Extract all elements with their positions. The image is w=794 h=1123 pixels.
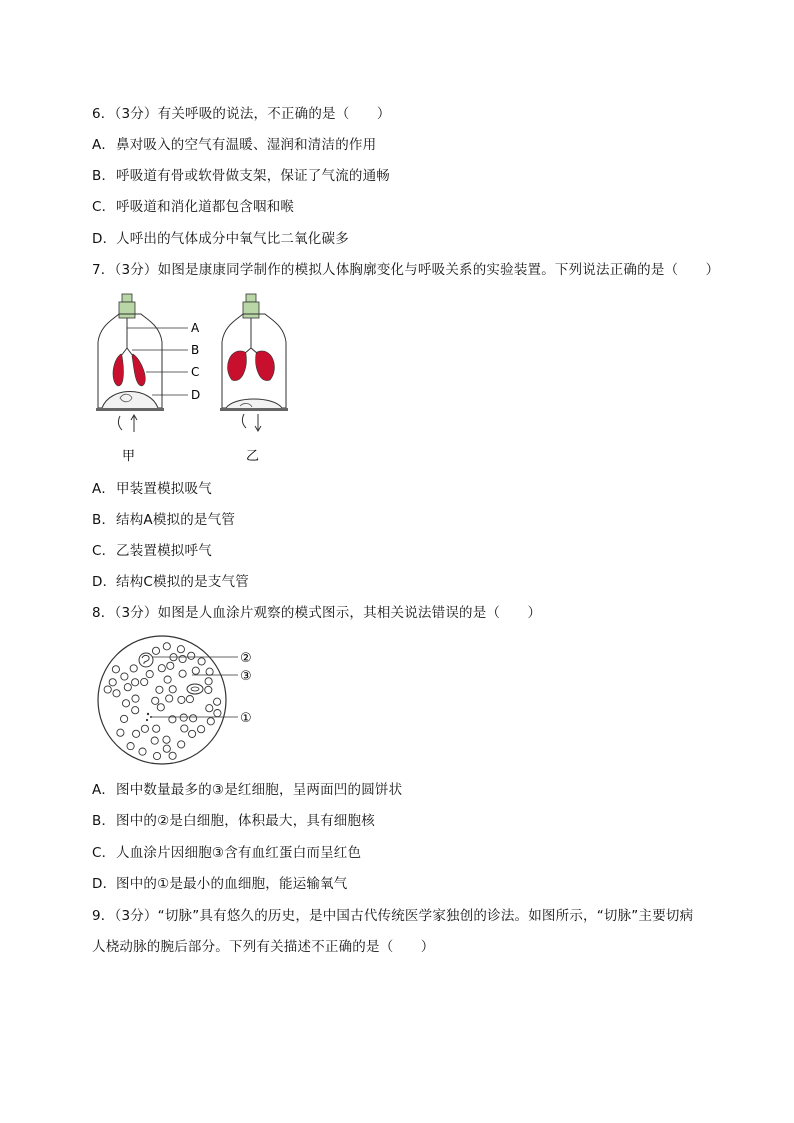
question-9-stem-line1: 9．（3分）“切脉”具有悠久的历史，是中国古代传统医学家独创的诊法。如图所示，“切脉”主要切病 xyxy=(92,908,694,924)
bell-jar-right xyxy=(220,294,288,464)
option-label: B． xyxy=(92,512,116,528)
red-blood-cell xyxy=(133,730,140,737)
red-blood-cell xyxy=(117,729,124,736)
option-text: 图中的②是白细胞，体积最大，具有细胞核 xyxy=(116,813,375,829)
red-blood-cell xyxy=(169,686,176,693)
red-blood-cell xyxy=(188,652,195,659)
question-6-stem: 6．（3分）有关呼吸的说法，不正确的是（ ） xyxy=(92,106,391,122)
red-blood-cell xyxy=(132,707,139,714)
red-blood-cell xyxy=(190,715,197,722)
option-label: D． xyxy=(92,574,117,590)
red-blood-cell xyxy=(156,686,163,693)
option-label: B． xyxy=(92,168,116,184)
red-blood-cell xyxy=(180,714,187,721)
red-blood-cell xyxy=(163,736,170,743)
option-label: A． xyxy=(92,137,116,153)
label-1: ① xyxy=(240,711,252,726)
label-3: ③ xyxy=(240,669,252,684)
red-blood-cell xyxy=(179,655,186,662)
red-blood-cell xyxy=(121,673,128,680)
q7-option-a xyxy=(92,477,212,497)
q8-option-c xyxy=(92,841,361,861)
option-label: A． xyxy=(92,481,116,497)
question-7-stem: 7．（3分）如图是康康同学制作的模拟人体胸廓变化与呼吸关系的实验装置。下列说法正确的是（ ） xyxy=(92,262,720,278)
red-blood-cell xyxy=(109,679,116,686)
red-blood-cell xyxy=(166,695,173,702)
red-blood-cell xyxy=(130,665,137,672)
red-blood-cell xyxy=(186,696,193,703)
red-blood-cell xyxy=(205,678,212,685)
option-label: C． xyxy=(92,845,116,861)
q6-option-a xyxy=(92,133,376,153)
red-blood-cell xyxy=(179,670,186,677)
red-blood-cell xyxy=(132,695,139,702)
option-text: 人呼出的气体成分中氧气比二氧化碳多 xyxy=(116,231,349,247)
option-label: C． xyxy=(92,543,116,559)
red-blood-cell xyxy=(178,696,185,703)
option-text: 鼻对吸入的空气有温暖、湿润和清洁的作用 xyxy=(116,137,377,153)
q8-option-a xyxy=(92,778,402,798)
bell-jar-model-figure xyxy=(90,290,300,470)
option-text: 结构A模拟的是气管 xyxy=(116,512,236,528)
red-blood-cell xyxy=(112,666,119,673)
caption-yi: 乙 xyxy=(246,449,260,464)
red-blood-cell xyxy=(181,725,188,732)
red-blood-cell xyxy=(205,686,212,693)
red-blood-cell xyxy=(169,752,176,759)
red-blood-cell xyxy=(206,705,213,712)
red-blood-cell xyxy=(139,748,146,755)
red-blood-cell xyxy=(158,665,165,672)
red-blood-cell xyxy=(152,697,159,704)
red-blood-cell xyxy=(163,745,170,752)
caption-jia: 甲 xyxy=(122,449,136,464)
option-label: C． xyxy=(92,199,116,215)
red-blood-cell xyxy=(121,715,128,722)
red-blood-cell xyxy=(167,662,174,669)
red-blood-cell xyxy=(192,667,199,674)
red-blood-cell xyxy=(124,684,131,691)
label-c: C xyxy=(191,365,200,379)
label-a: A xyxy=(191,321,200,335)
question-9-stem-line2: 人桡动脉的腕后部分。下列有关描述不正确的是（ ） xyxy=(92,939,435,955)
red-blood-cell xyxy=(207,718,214,725)
option-label: D． xyxy=(92,876,117,892)
red-blood-cell xyxy=(151,737,158,744)
red-blood-cell xyxy=(164,676,171,683)
question-8-stem: 8．（3分）如图是人血涂片观察的模式图示，其相关说法错误的是（ ） xyxy=(92,605,542,621)
option-label: A． xyxy=(92,782,116,798)
option-text: 图中数量最多的③是红细胞，呈两面凹的圆饼状 xyxy=(116,782,403,798)
q8-option-d xyxy=(92,872,348,892)
red-blood-cell xyxy=(178,741,185,748)
label-d: D xyxy=(191,388,201,402)
red-blood-cell xyxy=(141,678,148,685)
q7-option-b xyxy=(92,508,235,528)
option-text: 呼吸道和消化道都包含咽和喉 xyxy=(116,199,295,215)
q8-option-b xyxy=(92,809,375,829)
red-blood-cell xyxy=(163,643,170,650)
red-blood-cell xyxy=(132,679,139,686)
red-blood-cell xyxy=(189,730,196,737)
q6-option-d xyxy=(92,227,349,247)
red-blood-cell xyxy=(153,725,160,732)
label-b: B xyxy=(191,343,200,357)
red-blood-cell xyxy=(152,647,159,654)
red-blood-cell xyxy=(113,690,120,697)
blood-smear-figure xyxy=(92,630,272,770)
option-text: 呼吸道有骨或软骨做支架，保证了气流的通畅 xyxy=(116,168,390,184)
option-text: 结构C模拟的是支气管 xyxy=(116,574,249,590)
q6-option-c xyxy=(92,195,294,215)
red-blood-cell xyxy=(141,725,148,732)
red-blood-cell xyxy=(214,698,221,705)
red-blood-cell xyxy=(157,704,164,711)
white-blood-cell xyxy=(139,653,153,667)
option-text: 甲装置模拟吸气 xyxy=(116,481,212,497)
q7-option-d xyxy=(92,570,249,590)
red-blood-cell xyxy=(214,710,221,717)
red-blood-cell xyxy=(122,700,129,707)
red-blood-cell xyxy=(153,752,160,759)
red-blood-cell xyxy=(198,658,205,665)
red-blood-cell xyxy=(127,743,134,750)
highlighted-cell xyxy=(187,684,203,694)
option-text: 乙装置模拟呼气 xyxy=(116,543,212,559)
option-label: B． xyxy=(92,813,116,829)
red-blood-cell xyxy=(198,726,205,733)
option-label: D． xyxy=(92,231,117,247)
option-text: 人血涂片因细胞③含有血红蛋白而呈红色 xyxy=(116,845,362,861)
q7-option-c xyxy=(92,539,212,559)
q6-option-b xyxy=(92,164,390,184)
red-blood-cell xyxy=(146,671,153,678)
option-text: 图中的①是最小的血细胞，能运输氧气 xyxy=(116,876,348,892)
red-blood-cell xyxy=(104,686,111,693)
red-blood-cell xyxy=(206,668,213,675)
bell-jar-left xyxy=(96,294,200,464)
red-blood-cell xyxy=(177,646,184,653)
label-2: ② xyxy=(240,651,252,666)
